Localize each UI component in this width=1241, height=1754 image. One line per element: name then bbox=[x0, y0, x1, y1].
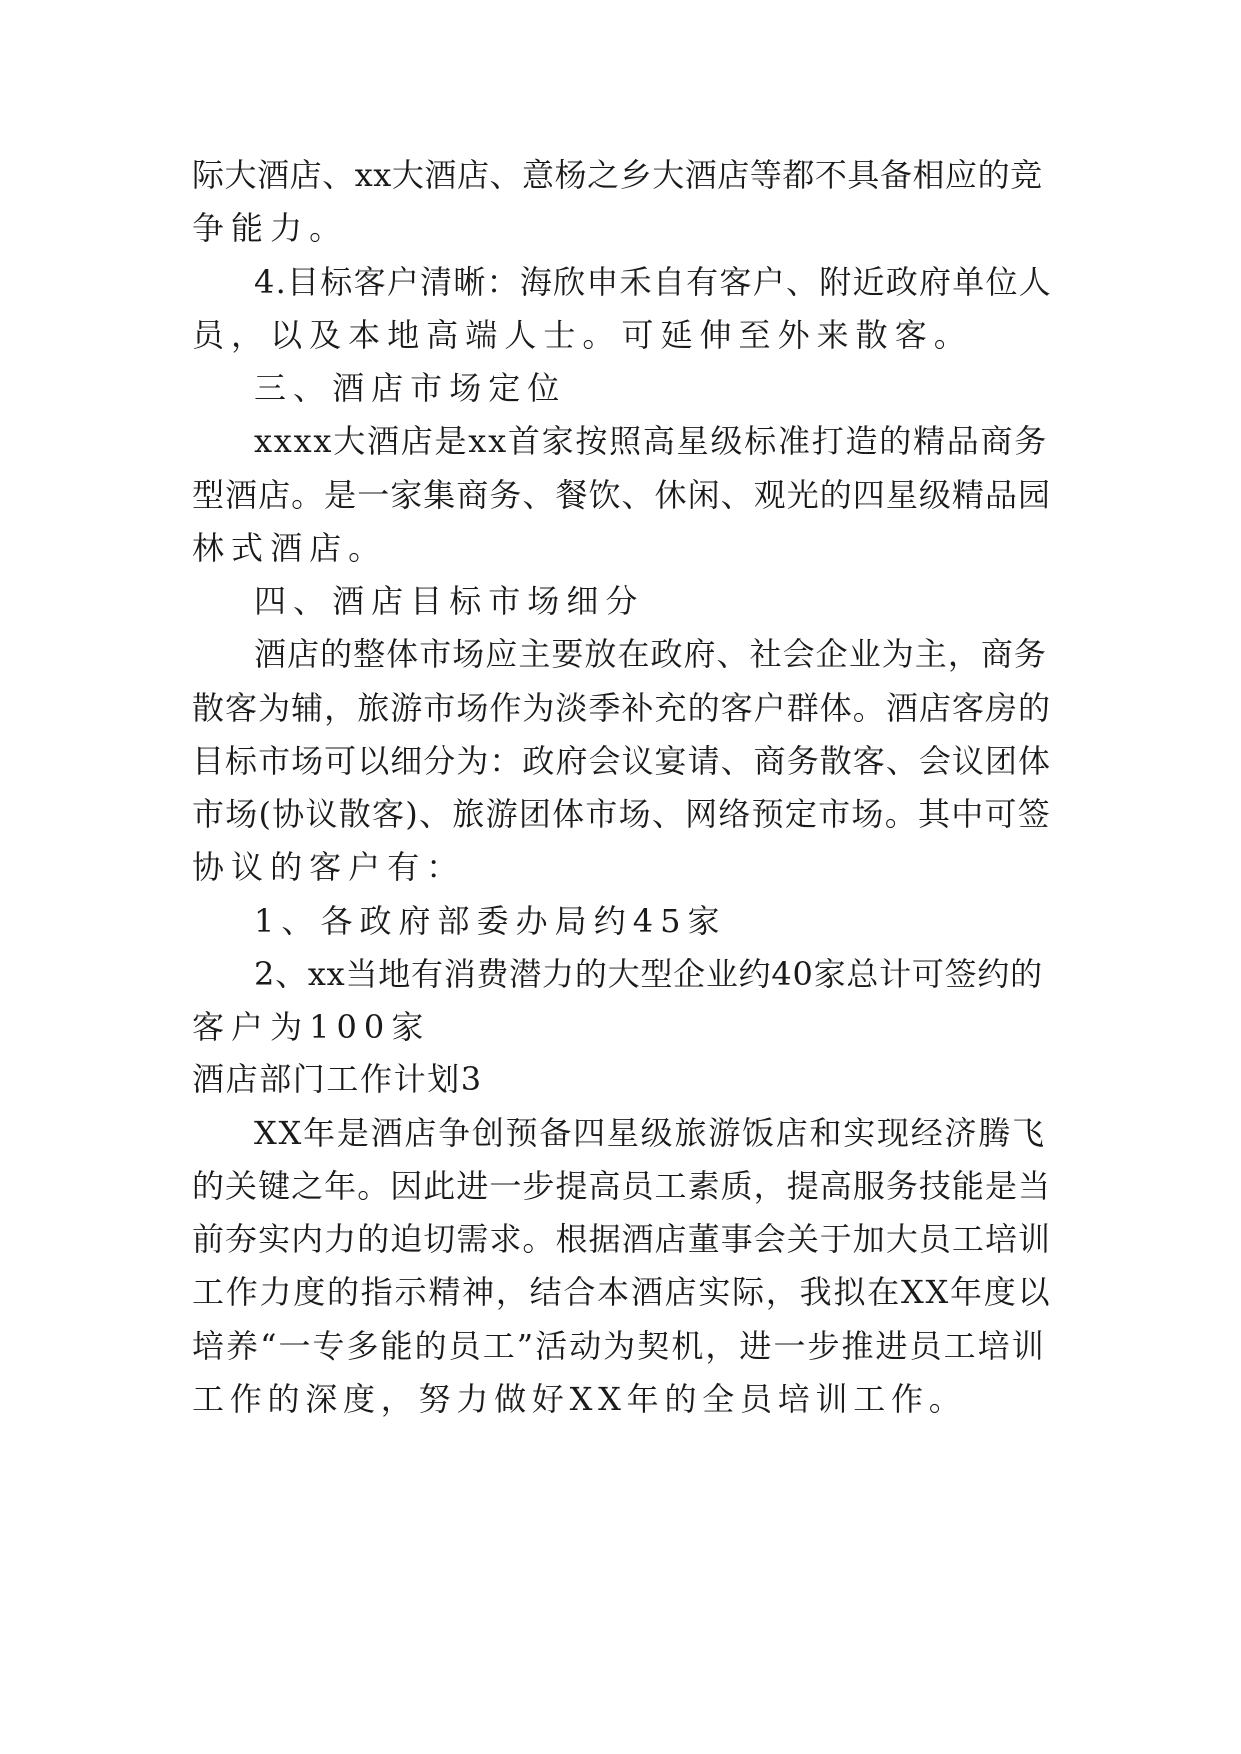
paragraph-line: 员，以及本地高端人士。可延伸至外来散客。 bbox=[192, 316, 973, 354]
paragraph-line: 客户为100家 bbox=[192, 1008, 431, 1046]
paragraph-line: 目标市场可以细分为：政府会议宴请、商务散客、会议团体 bbox=[192, 742, 1052, 780]
paragraph-line: 4.目标客户清晰：海欣申禾自有客户、附近政府单位人 bbox=[254, 263, 1053, 301]
paragraph-line: xxxx大酒店是xx首家按照高星级标准打造的精品商务 bbox=[254, 422, 1049, 460]
paragraph-line: 散客为辅，旅游市场作为淡季补充的客户群体。酒店客房的 bbox=[192, 689, 1052, 727]
paragraph-line: 前夯实内力的迫切需求。根据酒店董事会关于加大员工培训 bbox=[192, 1220, 1052, 1258]
paragraph-line: 际大酒店、xx大酒店、意杨之乡大酒店等都不具备相应的竞 bbox=[192, 156, 1043, 194]
paragraph-line: 工作力度的指示精神，结合本酒店实际，我拟在XX年度以 bbox=[192, 1273, 1052, 1311]
paragraph-line: 培养“一专多能的员工”活动为契机，进一步推进员工培训 bbox=[192, 1327, 1046, 1365]
paragraph-line: 工作的深度，努力做好XX年的全员培训工作。 bbox=[192, 1380, 967, 1418]
document-title: 酒店部门工作计划3 bbox=[192, 1060, 483, 1098]
paragraph-line: 的关键之年。因此进一步提高员工素质，提高服务技能是当 bbox=[192, 1167, 1052, 1205]
section-heading: 四、酒店目标市场细分 bbox=[254, 582, 645, 620]
paragraph-line: 型酒店。是一家集商务、餐饮、休闲、观光的四星级精品园 bbox=[192, 476, 1052, 514]
list-item: 2、xx当地有消费潜力的大型企业约40家总计可签约的 bbox=[254, 955, 1043, 993]
paragraph-line: 协议的客户有： bbox=[192, 848, 466, 886]
paragraph-line: 林式酒店。 bbox=[192, 529, 388, 567]
paragraph-line: 酒店的整体市场应主要放在政府、社会企业为主，商务 bbox=[254, 635, 1047, 673]
list-item: 1、各政府部委办局约45家 bbox=[254, 902, 727, 940]
section-heading: 三、酒店市场定位 bbox=[254, 369, 567, 407]
paragraph-line: 争能力。 bbox=[192, 209, 349, 247]
paragraph-line: XX年是酒店争创预备四星级旅游饭店和实现经济腾飞 bbox=[254, 1114, 1046, 1152]
paragraph-line: 市场(协议散客)、旅游团体市场、网络预定市场。其中可签 bbox=[192, 795, 1051, 833]
